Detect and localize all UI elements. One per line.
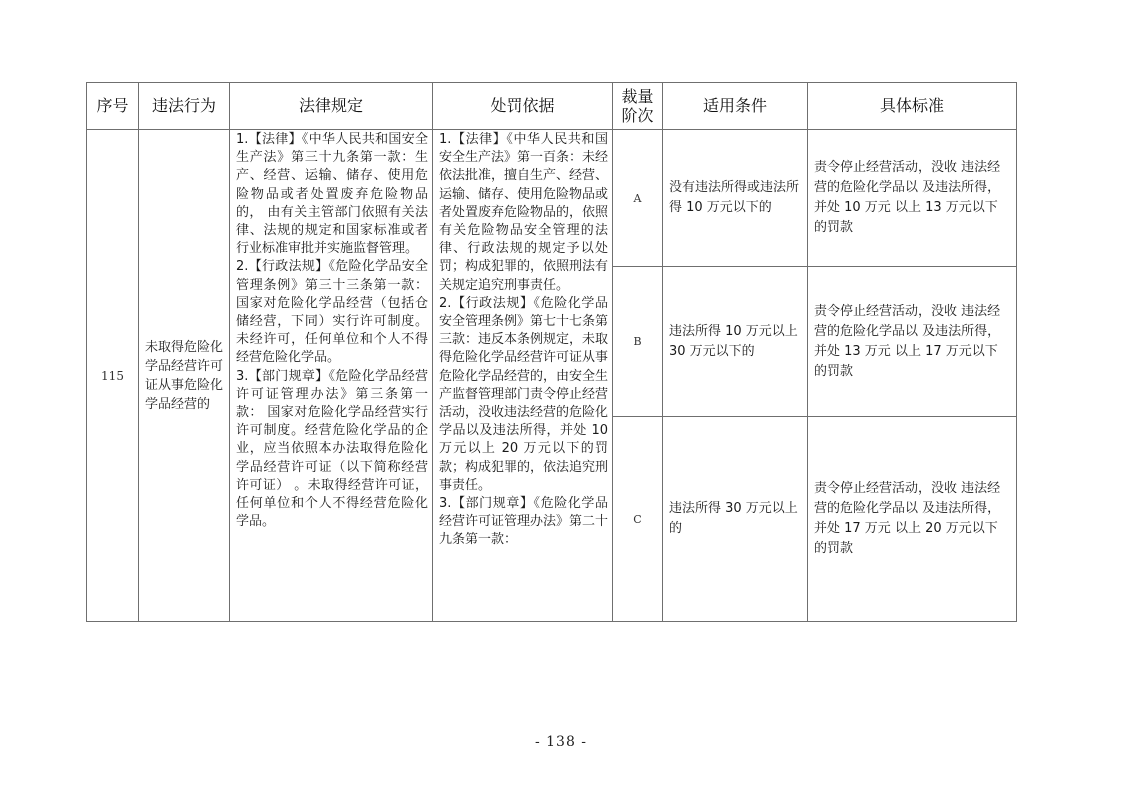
standard-c: [808, 417, 1017, 622]
row-seq: 115: [87, 130, 139, 622]
standard-c-text: 责令停止经营活动，没收 违法经营的危险化学品以 及违法所得，并处 17 万元 以上 20 万元以下的罚款: [814, 481, 1001, 556]
table-header-row: [87, 83, 1017, 130]
law-text: 1.【法律】《中华人民共和国安全生产法》第三十九条第一款：生产、经营、运输、储存、使用危险物品或者处置废弃危险物品的， 由有关主管部门依照有关法律、法规的规定和国家标准或者行业标准审批并实施监督管理。 2.【行政法规】《危险化学品安全管理条例》第三十三条第一款： 国家对危险化学品经营（包括仓储经营，下同）实行许可制度。未经许可，任何单位和个人不得经营危险化学品。 3.【部门规章】《危险化学品经营许可证管理办法》第三条第一款： 国家对危险化学品经营实行许可制度。经营危险化学品的企业，应当依照本办法取得危险化学品经营许可证（以下简称经营许可证） 。未取得经营许可证，任何单位和个人不得经营危险化学品。: [236, 132, 428, 530]
condition-c-text: 违法所得 30 万元以上的: [669, 501, 798, 536]
table-row: [87, 130, 1017, 267]
condition-b-text: 违法所得 10 万元以上 30 万元以下的: [669, 323, 798, 359]
standard-a-text: 责令停止经营活动，没收 违法经营的危险化学品以 及违法所得，并处 10 万元 以上 13 万元以下的罚款: [814, 160, 1001, 235]
header-condition: 适用条件: [663, 83, 808, 130]
condition-a-text: 没有违法所得或违法所得 10 万元以下的: [669, 180, 800, 215]
row-violation: [139, 130, 230, 622]
header-standard: 具体标准: [808, 83, 1017, 130]
level-c: C: [613, 417, 663, 622]
level-a: A: [613, 130, 663, 267]
header-law: 法律规定: [230, 83, 433, 130]
condition-b: [663, 267, 808, 417]
standard-b-text: 责令停止经营活动，没收 违法经营的危险化学品以 及违法所得，并处 13 万元 以上 17 万元以下的罚款: [814, 303, 1001, 379]
row-law: [230, 130, 433, 622]
header-level: 裁量 阶次: [613, 83, 663, 130]
condition-a: [663, 130, 808, 267]
header-seq: 序号: [87, 83, 139, 130]
violation-text: 未取得危险化学品经营许可证从事危险化学品经营的: [145, 339, 224, 412]
header-penalty: 处罚依据: [433, 83, 613, 130]
page-number: - 138 -: [534, 734, 588, 750]
standard-b: [808, 267, 1017, 417]
header-violation: 违法行为: [139, 83, 230, 130]
penalty-standard-table: [86, 82, 1017, 622]
penalty-text: 1.【法律】《中华人民共和国安全生产法》第一百条：未经依法批准，擅自生产、经营、运输、储存、使用危险物品或者处置废弃危险物品的，依照有关危险物品安全管理的法律、行政法规的规定予以处罚；构成犯罪的，依照刑法有关规定追究刑事责任。 2.【行政法规】《危险化学品安全管理条例》第七十七条第三款：违反本条例规定，未取得危险化学品经营许可证从事危险化学品经营的，由安全生产监督管理部门责令停止经营活动，没收违法经营的危险化学品以及违法所得，并处 10 万元以上 20 万元以下的罚款；构成犯罪的，依法追究刑事责任。 3.【部门规章】《危险化学品经营许可证管理办法》第二十九条第一款：: [439, 132, 609, 548]
standard-a: [808, 130, 1017, 267]
level-b: B: [613, 267, 663, 417]
row-penalty: [433, 130, 613, 622]
condition-c: [663, 417, 808, 622]
